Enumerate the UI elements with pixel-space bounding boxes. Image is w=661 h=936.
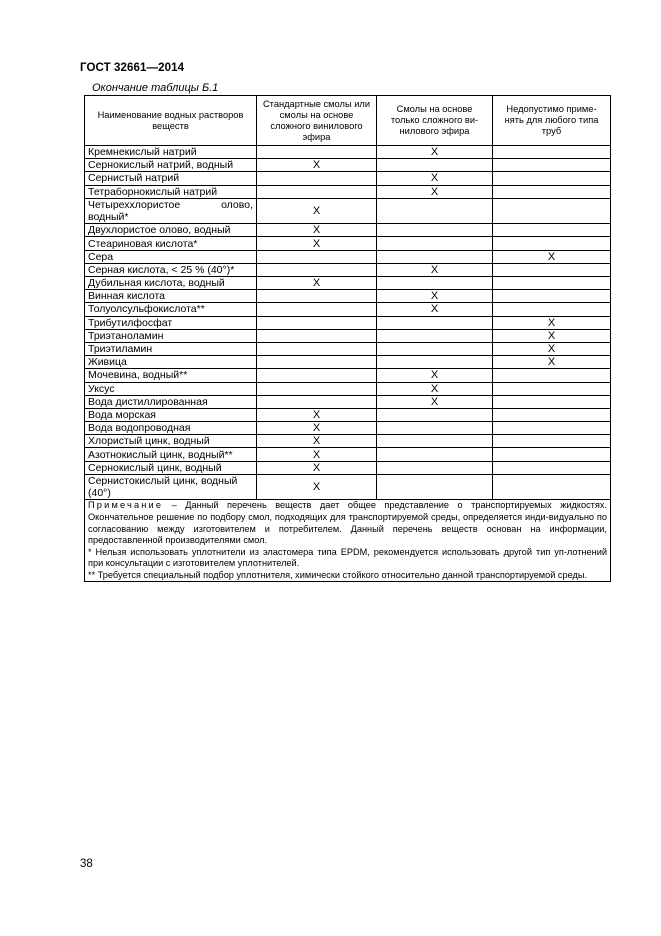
mark-not-allowed: [493, 172, 611, 185]
substance-name-line2: водный*: [88, 211, 129, 223]
mark-vinyl-ester: X: [377, 369, 493, 382]
table-row: [85, 448, 611, 461]
mark-not-allowed: [493, 303, 611, 316]
mark-vinyl-ester: [377, 435, 493, 448]
table-row: [85, 369, 611, 382]
mark-vinyl-ester: X: [377, 172, 493, 185]
mark-standard: [257, 369, 377, 382]
document-code: ГОСТ 32661—2014: [80, 62, 185, 74]
name-word: олово,: [221, 199, 253, 211]
mark-vinyl-ester: [377, 277, 493, 290]
table-row: [85, 422, 611, 435]
footnote-single-asterisk: * Нельзя использовать уплотнители из эластомера типа EPDM, рекомендуется использовать другой тип уп-лотнений при консультации с изготовителем уплотнителей.: [88, 546, 607, 569]
mark-standard: [257, 290, 377, 303]
mark-vinyl-ester: X: [377, 146, 493, 159]
substance-name: Хлористый цинк, водный: [85, 435, 257, 448]
mark-not-allowed: X: [493, 342, 611, 355]
mark-not-allowed: [493, 185, 611, 198]
mark-vinyl-ester: [377, 224, 493, 237]
table-row: [85, 198, 611, 224]
mark-not-allowed: [493, 448, 611, 461]
table-caption: Окончание таблицы Б.1: [92, 82, 219, 94]
note-label: Примечание: [88, 500, 164, 511]
table-row: [85, 474, 611, 500]
substance-name: Сернокислый натрий, водный: [85, 159, 257, 172]
mark-standard: [257, 263, 377, 276]
mark-vinyl-ester: [377, 356, 493, 369]
mark-vinyl-ester: [377, 159, 493, 172]
table-row: [85, 342, 611, 355]
substance-name-line1: Сернистокислый цинк, водный: [88, 475, 238, 488]
mark-vinyl-ester: [377, 408, 493, 421]
column-header-standard-resins: Стандартные смолы или смолы на основе сложного винилового эфира: [257, 96, 377, 146]
table-row: [85, 172, 611, 185]
mark-vinyl-ester: X: [377, 382, 493, 395]
substance-name-line1: [88, 199, 253, 211]
substance-name: Кремнекислый натрий: [85, 146, 257, 159]
substance-name: Трибутилфосфат: [85, 316, 257, 329]
mark-standard: X: [257, 277, 377, 290]
mark-standard: [257, 382, 377, 395]
mark-standard: X: [257, 408, 377, 421]
mark-not-allowed: [493, 435, 611, 448]
substance-name: Мочевина, водный**: [85, 369, 257, 382]
mark-not-allowed: X: [493, 356, 611, 369]
mark-vinyl-ester: [377, 422, 493, 435]
mark-standard: X: [257, 448, 377, 461]
mark-standard: X: [257, 474, 377, 500]
mark-not-allowed: X: [493, 329, 611, 342]
mark-not-allowed: [493, 277, 611, 290]
mark-standard: [257, 185, 377, 198]
table-row: [85, 146, 611, 159]
page-number: 38: [80, 858, 93, 870]
table-row: [85, 395, 611, 408]
mark-vinyl-ester: X: [377, 290, 493, 303]
table-row: [85, 303, 611, 316]
table-row: [85, 382, 611, 395]
table-row: [85, 263, 611, 276]
substance-name: Вода морская: [85, 408, 257, 421]
substance-name: Вода водопроводная: [85, 422, 257, 435]
mark-not-allowed: [493, 422, 611, 435]
table-row: [85, 159, 611, 172]
substance-name: Вода дистиллированная: [85, 395, 257, 408]
substance-name: Сернистый натрий: [85, 172, 257, 185]
substance-name-line2: (40°): [88, 487, 111, 500]
table-header-row: [85, 96, 611, 146]
substance-name: Винная кислота: [85, 290, 257, 303]
substance-name: Серная кислота, < 25 % (40°)*: [85, 263, 257, 276]
mark-vinyl-ester: X: [377, 263, 493, 276]
mark-not-allowed: [493, 263, 611, 276]
mark-standard: [257, 172, 377, 185]
mark-standard: [257, 395, 377, 408]
general-note: [88, 500, 607, 546]
mark-vinyl-ester: [377, 342, 493, 355]
substance-name: [85, 474, 257, 500]
substance-name: [85, 198, 257, 224]
mark-standard: [257, 342, 377, 355]
mark-not-allowed: [493, 382, 611, 395]
column-header-substance: Наименование водных растворов веществ: [85, 96, 257, 146]
mark-not-allowed: [493, 146, 611, 159]
mark-standard: X: [257, 435, 377, 448]
compatibility-table: [84, 95, 611, 582]
substance-name: Тетраборнокислый натрий: [85, 185, 257, 198]
mark-not-allowed: [493, 369, 611, 382]
table-body: [85, 146, 611, 582]
table-row: [85, 356, 611, 369]
mark-vinyl-ester: [377, 237, 493, 250]
substance-name: Дубильная кислота, водный: [85, 277, 257, 290]
mark-vinyl-ester: [377, 316, 493, 329]
mark-standard: [257, 356, 377, 369]
table-row: [85, 461, 611, 474]
table-row: [85, 435, 611, 448]
note-text: – Данный перечень веществ дает общее представление о транспортируемых жидкостях. Окончательное решение по подбору смол, подходящих для транспортируемой среды, определяется инди-видуально по согласованию между изготовителем и потребителем. Данный перечень веществ основан на информации, предоставленной производителями смол.: [88, 500, 607, 546]
table-row: [85, 277, 611, 290]
mark-vinyl-ester: [377, 329, 493, 342]
table-row: [85, 290, 611, 303]
mark-not-allowed: [493, 461, 611, 474]
table-row: [85, 316, 611, 329]
name-word: Четыреххлористое: [88, 199, 181, 211]
mark-standard: [257, 316, 377, 329]
table-row: [85, 329, 611, 342]
table-row: [85, 237, 611, 250]
mark-vinyl-ester: X: [377, 395, 493, 408]
mark-vinyl-ester: [377, 250, 493, 263]
mark-vinyl-ester: [377, 474, 493, 500]
substance-name: Уксус: [85, 382, 257, 395]
mark-not-allowed: [493, 408, 611, 421]
mark-not-allowed: [493, 290, 611, 303]
mark-standard: X: [257, 159, 377, 172]
table-row: [85, 408, 611, 421]
mark-vinyl-ester: X: [377, 303, 493, 316]
mark-standard: X: [257, 224, 377, 237]
mark-standard: [257, 146, 377, 159]
notes-cell: [85, 500, 611, 582]
mark-vinyl-ester: [377, 448, 493, 461]
mark-standard: [257, 250, 377, 263]
mark-standard: X: [257, 461, 377, 474]
footnote-double-asterisk: ** Требуется специальный подбор уплотнителя, химически стойкого относительно данной транспортируемой среды.: [88, 569, 588, 580]
substance-name: Стеариновая кислота*: [85, 237, 257, 250]
table-row: [85, 250, 611, 263]
mark-not-allowed: [493, 159, 611, 172]
mark-not-allowed: [493, 395, 611, 408]
mark-not-allowed: [493, 237, 611, 250]
column-header-vinyl-ester-only: Смолы на основе только сложного ви-нилового эфира: [377, 96, 493, 146]
mark-not-allowed: [493, 474, 611, 500]
mark-vinyl-ester: X: [377, 185, 493, 198]
mark-standard: X: [257, 237, 377, 250]
table-row: [85, 224, 611, 237]
table-row: [85, 185, 611, 198]
column-header-not-allowed: Недопустимо приме-нять для любого типа труб: [493, 96, 611, 146]
notes-row: [85, 500, 611, 582]
mark-not-allowed: [493, 224, 611, 237]
mark-vinyl-ester: [377, 461, 493, 474]
substance-name: Двухлористое олово, водный: [85, 224, 257, 237]
substance-name: Живица: [85, 356, 257, 369]
substance-name: Триэтаноламин: [85, 329, 257, 342]
mark-not-allowed: X: [493, 250, 611, 263]
mark-standard: [257, 329, 377, 342]
substance-name: Сера: [85, 250, 257, 263]
mark-vinyl-ester: [377, 198, 493, 224]
mark-standard: [257, 303, 377, 316]
mark-standard: X: [257, 422, 377, 435]
mark-not-allowed: [493, 198, 611, 224]
mark-not-allowed: X: [493, 316, 611, 329]
substance-name: Азотнокислый цинк, водный**: [85, 448, 257, 461]
substance-name: Триэтиламин: [85, 342, 257, 355]
mark-standard: X: [257, 198, 377, 224]
substance-name: Сернокислый цинк, водный: [85, 461, 257, 474]
substance-name: Толуолсульфокислота**: [85, 303, 257, 316]
